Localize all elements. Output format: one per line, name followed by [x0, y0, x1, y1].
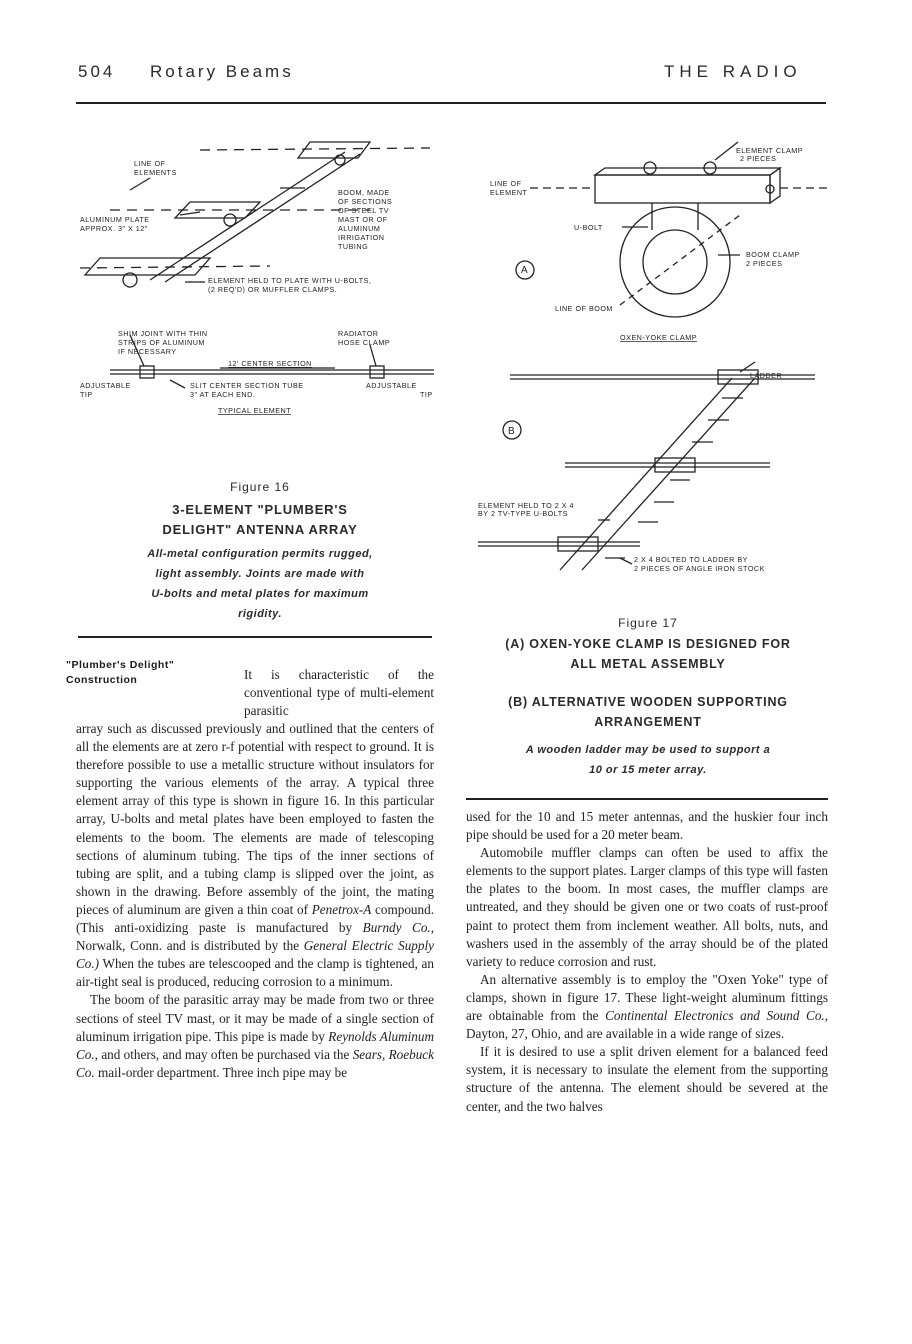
- para1-lead: It is characteristic of the conventional type of multi-element parasitic: [244, 667, 434, 719]
- para1-b: compound. (This anti-oxidizing paste is manufactured by: [76, 901, 434, 936]
- para2-c: mail-order department. Three inch pipe may be: [97, 1064, 348, 1080]
- figure16-title-2: DELIGHT" ANTENNA ARRAY: [162, 522, 358, 537]
- book-title: THE RADIO: [664, 62, 802, 81]
- label-center-section: 12' CENTER SECTION: [228, 359, 312, 368]
- label-boom-4: MAST OR OF: [338, 215, 388, 224]
- paragraph-lead: [244, 666, 434, 720]
- para2-b: and others, and may often be purchased via the: [101, 1046, 350, 1062]
- figure17-title-a-2: ALL METAL ASSEMBLY: [570, 657, 726, 671]
- label-adjustable-tip-left-2: TIP: [80, 390, 93, 399]
- right-para4: If it is desired to use a split driven element for a balanced feed system, it is necessary to insulate the element from the supporting structure of the antenna. The element should be severed at the center, and the two halves: [466, 1044, 828, 1114]
- right-para3: [466, 971, 828, 1043]
- label-boom-1: BOOM, MADE: [338, 188, 390, 197]
- figure17-title-b-2: ARRANGEMENT: [594, 715, 702, 729]
- right-para2: Automobile muffler clamps can often be used to affix the elements to the support plates. Larger clamps of this type will fasten the plates to the boom. In most cases, the muffler clamps are untreated, and they should be given one or two coats of rust-proof paint to protect them from inclement weather. All bolts, nuts, and washers used in the assembly of the array should be of the plated variety to reduce corrosion and rust.: [466, 845, 828, 969]
- label-adjustable-tip-right-2: TIP: [420, 390, 433, 399]
- left-para1: [76, 720, 434, 991]
- label-boom-5: ALUMINUM: [338, 224, 381, 233]
- continental: Continental Electronics and Sound Co.,: [605, 1008, 829, 1024]
- figure17-title-a-1: (A) OXEN-YOKE CLAMP IS DESIGNED FOR: [505, 637, 791, 651]
- right-figure-rule: [466, 798, 828, 800]
- label-line-of-elements-2: ELEMENTS: [134, 168, 177, 177]
- header-rule: [76, 102, 826, 104]
- label-element-clamp-2: 2 PIECES: [740, 154, 777, 163]
- label-element-held-2: BY 2 TV-TYPE U-BOLTS: [478, 509, 568, 518]
- label-bolted-2: 2 PIECES OF ANGLE IRON STOCK: [634, 564, 765, 573]
- figure16-title-1: 3-ELEMENT "PLUMBER'S: [172, 502, 348, 517]
- label-line-of-element-2: ELEMENT: [490, 188, 528, 197]
- label-shim-joint-1: SHIM JOINT WITH THIN: [118, 329, 208, 338]
- label-adjustable-tip-right-1: ADJUSTABLE: [366, 381, 417, 390]
- label-boom-7: TUBING: [338, 242, 369, 251]
- penetrox: Penetrox-A: [311, 901, 372, 917]
- marker-a: A: [521, 265, 529, 276]
- burndy: Burndy Co.,: [362, 920, 435, 936]
- right-column-text: [466, 808, 828, 1116]
- label-line-of-boom: LINE OF BOOM: [555, 304, 613, 313]
- label-slit-center-1: SLIT CENTER SECTION TUBE: [190, 381, 304, 390]
- label-boom-3: OF STEEL TV: [338, 206, 390, 215]
- label-element-held-2: (2 REQ'D) OR MUFFLER CLAMPS.: [208, 285, 338, 294]
- figure16-caption-line-1: All-metal configuration permits rugged,: [147, 548, 373, 560]
- label-boom-2: OF SECTIONS: [338, 197, 393, 206]
- label-radiator-clamp-2: HOSE CLAMP: [338, 338, 391, 347]
- label-shim-joint-3: IF NECESSARY: [118, 347, 177, 356]
- figure17-caption: [468, 616, 828, 780]
- para1-d: When the tubes are telescooped and the clamp is tightened, an air-tight seal is produced, reducing corrosion to a minimum.: [76, 956, 434, 990]
- sidehead-line-1: "Plumber's Delight": [66, 659, 175, 671]
- figure16-caption-line-3: U-bolts and metal plates for maximum: [151, 588, 369, 600]
- sears: Sears, Roebuck Co.: [76, 1046, 435, 1080]
- sidehead: [66, 658, 236, 688]
- label-radiator-clamp-1: RADIATOR: [338, 329, 379, 338]
- label-aluminum-plate-2: APPROX. 3" X 12": [80, 224, 148, 233]
- figure17-drawing: [470, 130, 840, 600]
- figure17-caption-line-2: 10 or 15 meter array.: [589, 764, 707, 776]
- figure16-caption: [80, 480, 440, 624]
- label-ladder: LADDER: [750, 371, 783, 380]
- label-shim-joint-2: STRIPS OF ALUMINUM: [118, 338, 205, 347]
- label-element-held-1: ELEMENT HELD TO PLATE WITH U-BOLTS,: [208, 276, 372, 285]
- label-element-held-1: ELEMENT HELD TO 2 X 4: [478, 501, 574, 510]
- figure16-caption-line-4: rigidity.: [238, 608, 282, 620]
- label-boom-clamp-2: 2 PIECES: [746, 259, 783, 268]
- sidehead-line-2: Construction: [66, 674, 138, 686]
- figure16-number: Figure 16: [230, 480, 290, 494]
- label-typical-element: TYPICAL ELEMENT: [218, 406, 292, 415]
- para2-a: The boom of the parasitic array may be made from two or three sections of steel TV mast, or it may be made of a single section of aluminum irrigation pipe. This pipe is made by: [76, 992, 434, 1044]
- para1-c: Norwalk, Conn. and is distributed by the: [76, 938, 300, 954]
- label-element-clamp-1: ELEMENT CLAMP: [736, 146, 804, 155]
- label-aluminum-plate-1: ALUMINUM PLATE: [80, 215, 150, 224]
- ge-supply: General Electric Supply Co.): [76, 938, 434, 972]
- para3-b: Dayton, 27, Ohio, and are available in a wide range of sizes.: [466, 1026, 785, 1042]
- label-boom-clamp-1: BOOM CLAMP: [746, 250, 800, 259]
- figure16-caption-line-2: light assembly. Joints are made with: [155, 568, 365, 580]
- left-figure-rule: [78, 636, 432, 638]
- page-number: 504: [78, 62, 116, 81]
- para1-rest: array such as discussed previously and outlined that the centers of all the elements are at zero r-f potential with respect to ground. It is therefore possible to use a metallic structure without insulators for supporting the various elements of the array. A typical three element array of this type is shown in figure 16. In this particular array, U-bolts and metal plates have been employed to fasten the elements to the boom. The elements are made of telescoping sections of aluminum tubing. The tips of the inner sections of tubing are split, and a tubing clamp is slipped over the joint, as shown in the drawing. Before assembly of the joint, the mating pieces of aluminum are given a thin coat of: [76, 721, 434, 917]
- para3-a: An alternative assembly is to employ the "Oxen Yoke" type of clamps, shown in figure 17. These light-weight aluminum fittings are obtainable from the: [466, 971, 828, 1024]
- figure16-drawing: [70, 130, 450, 430]
- left-column-text: [76, 720, 434, 1082]
- label-boom-6: IRRIGATION: [338, 233, 385, 242]
- figure17-caption-line-1: A wooden ladder may be used to support a: [525, 744, 771, 756]
- figure17-title-b-1: (B) ALTERNATIVE WOODEN SUPPORTING: [508, 695, 788, 709]
- label-oxen-yoke-clamp: OXEN-YOKE CLAMP: [620, 333, 697, 342]
- label-line-of-elements-1: LINE OF: [134, 159, 166, 168]
- left-para2: [76, 991, 434, 1081]
- label-slit-center-2: 3" AT EACH END.: [190, 390, 256, 399]
- marker-b: B: [508, 426, 516, 437]
- label-u-bolt: U-BOLT: [574, 223, 603, 232]
- label-line-of-element-1: LINE OF: [490, 179, 522, 188]
- reynolds: Reynolds Aluminum Co.,: [76, 1028, 435, 1062]
- right-para1: used for the 10 and 15 meter antennas, and the huskier four inch pipe should be used for a 20 meter beam.: [466, 809, 828, 843]
- figure17-number: Figure 17: [618, 616, 678, 630]
- label-adjustable-tip-left-1: ADJUSTABLE: [80, 381, 131, 390]
- label-bolted-1: 2 X 4 BOLTED TO LADDER BY: [634, 555, 748, 564]
- section-title: Rotary Beams: [150, 62, 294, 81]
